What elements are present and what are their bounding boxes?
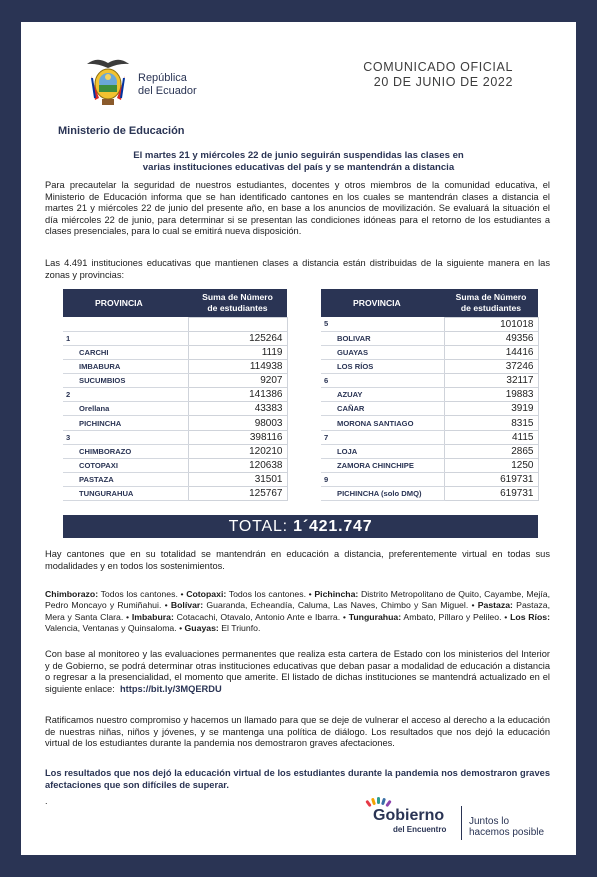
table-row xyxy=(63,430,287,444)
total-label: TOTAL: xyxy=(228,518,294,535)
student-count: 31501 xyxy=(188,473,287,487)
republic-line-2: del Ecuador xyxy=(138,85,197,97)
zone-number: 9 xyxy=(321,473,444,487)
student-count: 120638 xyxy=(188,458,287,472)
table-row xyxy=(321,444,538,458)
province-name: GUAYAS xyxy=(321,345,444,359)
province-name: ZAMORA CHINCHIPE xyxy=(321,458,444,472)
table-row xyxy=(63,359,287,373)
table-row xyxy=(321,402,538,416)
table-row xyxy=(321,388,538,402)
gov-dot xyxy=(377,797,380,804)
province-table-left xyxy=(63,289,288,501)
zone-number: 1 xyxy=(63,331,188,345)
cantones-text: Valencia, Ventanas y Quinsaloma. • xyxy=(45,623,185,634)
zone-number: 7 xyxy=(321,430,444,444)
province-keyword: Guayas: xyxy=(184,623,219,634)
student-count: 619731 xyxy=(444,473,538,487)
paragraph-monitoring xyxy=(45,649,550,695)
column-header-students-line-1: Suma de Número xyxy=(455,291,527,302)
table-row xyxy=(63,374,287,388)
province-name: LOS RÍOS xyxy=(321,359,444,373)
province-name: LOJA xyxy=(321,444,444,458)
gobierno-del-encuentro-logo xyxy=(361,794,561,846)
student-count: 619731 xyxy=(444,487,538,501)
paragraph-distribution: Las 4.491 instituciones educativas que mantienen clases a distancia están distribuidas de la siguiente manera en las zonas y provincias: xyxy=(45,258,550,280)
column-header-province: PROVINCIA xyxy=(63,289,188,317)
province-keyword: Bolívar: xyxy=(170,600,204,611)
monitoring-text: Con base al monitoreo y las evaluaciones permanentes que realiza esta cartera de Estado con los ministerios del Interior y de Gobierno, se podrá determinar otras instituciones educativas que deban pasar a modalidad de educación a distancia o regresar a la presencialidad, el momento que amerite. El listado de dichas instituciones se mantendrá actualizado en el siguiente enlace: xyxy=(45,649,550,694)
student-count: 19883 xyxy=(444,388,538,402)
table-row xyxy=(63,473,287,487)
table-row xyxy=(321,430,538,444)
table-row xyxy=(321,317,538,331)
province-name: Orellana xyxy=(63,402,188,416)
column-header-students-line-2: de estudiantes xyxy=(207,302,268,313)
table-row xyxy=(321,416,538,430)
cantones-text: Distrito Metropolitano de Quito, Cayambe, Mejía, Pedro Moncayo y Rumiñahui. • xyxy=(45,589,550,611)
province-name: SUCUMBIOS xyxy=(63,374,188,388)
comunicado-date: 20 DE JUNIO DE 2022 xyxy=(373,75,513,89)
paragraph-commitment: Ratificamos nuestro compromiso y hacemos un llamado para que se deje de vulnerar el acceso al derecho a la educación de nuestras niñas, niños y jóvenes, y se mantenga una política de diálogo. Los resultados que nos dejó la educación virtual de los estudiantes durante la pandemia nos demostraron graves afectaciones. xyxy=(45,715,550,749)
comunicado-title: COMUNICADO OFICIAL xyxy=(363,60,513,74)
table-row xyxy=(63,402,287,416)
province-name: IMBABURA xyxy=(63,359,188,373)
ministry-name: Ministerio de Educación xyxy=(58,125,185,137)
province-keyword: Imbabura: xyxy=(131,611,174,622)
divider xyxy=(461,806,462,840)
student-count: 125767 xyxy=(188,487,287,501)
student-count: 8315 xyxy=(444,416,538,430)
zone-number: 6 xyxy=(321,374,444,388)
trailing-dot: . xyxy=(45,796,48,806)
table-row xyxy=(63,331,287,345)
province-keyword: Tungurahua: xyxy=(348,611,402,622)
table-row xyxy=(63,388,287,402)
table-row xyxy=(63,444,287,458)
table-row xyxy=(63,345,287,359)
province-name: CAÑAR xyxy=(321,402,444,416)
cantones-text: Todos los cantones. • xyxy=(226,589,315,599)
column-header-province: PROVINCIA xyxy=(321,289,444,317)
headline xyxy=(51,150,546,174)
province-keyword: Cotopaxi: xyxy=(186,589,227,599)
gov-dot xyxy=(371,798,376,806)
province-keyword: Pichincha: xyxy=(314,589,359,599)
comunicado-header xyxy=(363,60,513,90)
student-count: 1119 xyxy=(188,345,287,359)
document-page xyxy=(21,22,576,855)
slogan-line-2: hacemos posible xyxy=(469,827,545,838)
student-count: 1250 xyxy=(444,458,538,472)
gov-name: Gobierno xyxy=(373,807,445,824)
province-keyword: Chimborazo: xyxy=(45,589,99,599)
gov-subname: del Encuentro xyxy=(393,825,447,834)
student-count: 2865 xyxy=(444,444,538,458)
province-table-right xyxy=(321,289,539,501)
table-row xyxy=(321,487,538,501)
table-row xyxy=(63,458,287,472)
province-name: TUNGURAHUA xyxy=(63,487,188,501)
cantones-text: Guaranda, Echeandía, Caluma, Las Naves, Chimbo y San Miguel. • xyxy=(203,600,478,611)
province-name: MORONA SANTIAGO xyxy=(321,416,444,430)
province-keyword: Pastaza: xyxy=(477,600,513,611)
headline-line-1: El martes 21 y miércoles 22 de junio seguirán suspendidas las clases en xyxy=(133,150,464,161)
total-value: 1´421.747 xyxy=(293,518,373,535)
student-count xyxy=(188,317,287,331)
column-header-students xyxy=(188,289,287,317)
table-row xyxy=(63,317,287,331)
student-count: 3919 xyxy=(444,402,538,416)
province-name: PICHINCHA xyxy=(63,416,188,430)
cantones-text: Cotacachi, Otavalo, Antonio Ante e Ibarra. • xyxy=(173,611,349,622)
institutions-list-link[interactable]: https://bit.ly/3MQERDU xyxy=(119,683,222,694)
paragraph-intro: Para precautelar la seguridad de nuestros estudiantes, docentes y otros miembros de la comunidad educativa, el Ministerio de Educación informa que se han identificado cantones en los cuales se mantendrán clases a distancia el martes 21 y miércoles 22 de junio del presente año, en base a los anuncios de movilización. Se evaluará la situación el día miércoles 22 de junio, para determinar si se presentan las condiciones idóneas para el retorno de los estudiantes a clases presenciales, para lo cual se emitirá nueva disposición. xyxy=(45,180,550,237)
cantones-text: Todos los cantones. • xyxy=(98,589,187,599)
table-row xyxy=(63,487,287,501)
cantones-text: Pastaza, Mera y Santa Clara. • xyxy=(45,600,550,622)
republic-name xyxy=(138,72,197,98)
student-count: 141386 xyxy=(188,388,287,402)
zone-number xyxy=(63,317,188,331)
zone-number: 3 xyxy=(63,430,188,444)
zone-number: 5 xyxy=(321,317,444,331)
slogan-line-1: Juntos lo xyxy=(469,816,510,827)
column-header-students xyxy=(444,289,538,317)
province-name: CHIMBORAZO xyxy=(63,444,188,458)
table-row xyxy=(321,458,538,472)
student-count: 37246 xyxy=(444,359,538,373)
student-count: 49356 xyxy=(444,331,538,345)
student-count: 43383 xyxy=(188,402,287,416)
table-row xyxy=(321,345,538,359)
province-name: PICHINCHA (solo DMQ) xyxy=(321,487,444,501)
student-count: 101018 xyxy=(444,317,538,331)
gov-slogan xyxy=(469,816,544,838)
cantones-text: El Triunfo. xyxy=(218,623,261,634)
student-count: 4115 xyxy=(444,430,538,444)
province-name: AZUAY xyxy=(321,388,444,402)
total-banner xyxy=(63,515,538,538)
ecuador-coat-of-arms-icon xyxy=(83,54,133,110)
table-row xyxy=(321,374,538,388)
student-count: 98003 xyxy=(188,416,287,430)
student-count: 125264 xyxy=(188,331,287,345)
gov-dot xyxy=(365,800,372,807)
table-row xyxy=(321,359,538,373)
student-count: 120210 xyxy=(188,444,287,458)
student-count: 9207 xyxy=(188,374,287,388)
gov-dot xyxy=(381,798,386,806)
province-name: PASTAZA xyxy=(63,473,188,487)
republic-line-1: República xyxy=(138,72,187,84)
cantones-text: Ambato, Píllaro y Pelileo. • xyxy=(401,611,511,622)
paragraph-closing: Los resultados que nos dejó la educación virtual de los estudiantes durante la pandemia nos demostraron graves afectaciones que son difíciles de superar. xyxy=(45,768,550,790)
student-count: 32117 xyxy=(444,374,538,388)
paragraph-province-list xyxy=(45,589,550,635)
column-header-students-line-1: Suma de Número xyxy=(202,291,273,302)
student-count: 398116 xyxy=(188,430,287,444)
table-row xyxy=(321,473,538,487)
province-name: CARCHI xyxy=(63,345,188,359)
zone-number: 2 xyxy=(63,388,188,402)
student-count: 114938 xyxy=(188,359,287,373)
table-row xyxy=(321,331,538,345)
column-header-students-line-2: de estudiantes xyxy=(460,302,522,313)
table-row xyxy=(63,416,287,430)
paragraph-cantones: Hay cantones que en su totalidad se mantendrán en educación a distancia, preferentemente virtual en todas sus modalidades y en todos los sostenimientos. xyxy=(45,549,550,571)
student-count: 14416 xyxy=(444,345,538,359)
province-name: BOLIVAR xyxy=(321,331,444,345)
headline-line-2: varias instituciones educativas del país y se mantendrán a distancia xyxy=(142,162,455,173)
province-name: COTOPAXI xyxy=(63,458,188,472)
province-keyword: Los Ríos: xyxy=(510,611,551,622)
